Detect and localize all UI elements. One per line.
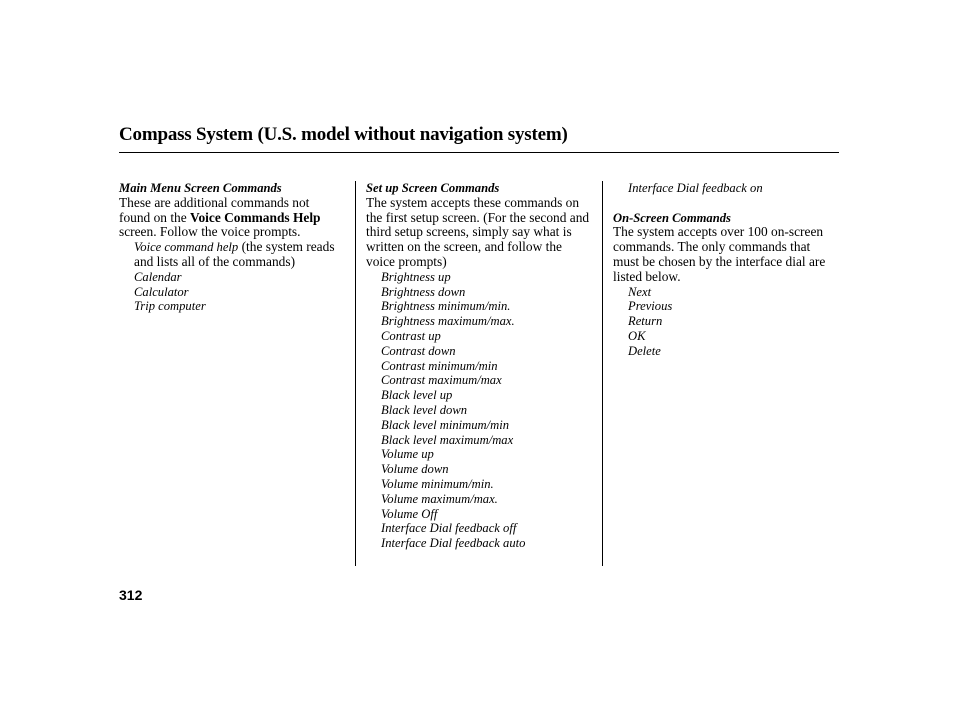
column-divider <box>355 181 356 566</box>
setup-heading: Set up Screen Commands <box>366 181 500 195</box>
list-item: Contrast up <box>381 328 441 343</box>
list-item: Volume maximum/max. <box>381 491 498 506</box>
main-menu-intro-pre: These are additional commands not found on the <box>119 194 310 225</box>
setup-list <box>366 270 594 551</box>
list-item: Contrast down <box>381 343 456 358</box>
list-item: Black level down <box>381 402 468 417</box>
on-screen-intro: The system accepts over 100 on-screen commands. The only commands that must be chosen by the interface dial are listed below. <box>613 224 826 284</box>
list-item: Return <box>628 314 663 329</box>
list-item: Brightness up <box>381 269 451 284</box>
list-item: Interface Dial feedback off <box>381 521 517 536</box>
list-item: Contrast minimum/min <box>381 358 498 373</box>
list-item: Next <box>628 284 652 299</box>
page-number: 312 <box>119 587 143 603</box>
list-item: Delete <box>628 343 661 358</box>
main-menu-intro-post: screen. Follow the voice prompts. <box>119 224 301 240</box>
list-item: Black level maximum/max <box>381 432 514 447</box>
list-item: Volume Off <box>381 506 438 521</box>
column-on-screen-commands <box>613 181 835 359</box>
list-item: Previous <box>628 299 673 314</box>
list-item: Contrast maximum/max <box>381 373 502 388</box>
on-screen-heading: On-Screen Commands <box>613 210 731 225</box>
list-item: OK <box>628 328 646 343</box>
list-item <box>134 240 341 270</box>
list-item: Interface Dial feedback auto <box>381 536 526 551</box>
voice-commands-help-ref: Voice Commands Help <box>190 209 321 225</box>
list-item: Calendar <box>134 269 182 284</box>
setup-intro: The system accepts these commands on the first setup screen. (For the second and third setup screens, simply say what is written on the screen, and follow the voice prompts) <box>366 194 590 269</box>
list-item: Black level minimum/min <box>381 417 509 432</box>
list-item: Brightness maximum/max. <box>381 314 515 329</box>
column-divider <box>602 181 603 566</box>
list-item: Brightness minimum/min. <box>381 299 511 314</box>
main-menu-list <box>119 240 341 314</box>
list-item: Brightness down <box>381 284 466 299</box>
voice-command-help-desc: (the system reads and lists all of the commands) <box>134 239 335 269</box>
page-title: Compass System (U.S. model without navigation system) <box>119 124 568 145</box>
list-item: Calculator <box>134 284 189 299</box>
setup-list-continued <box>613 181 835 196</box>
on-screen-list <box>613 285 835 359</box>
list-item: Volume down <box>381 462 449 477</box>
column-setup-commands <box>366 181 594 551</box>
list-item: Interface Dial feedback on <box>628 181 763 195</box>
list-item: Trip computer <box>134 299 206 314</box>
list-item: Volume up <box>381 447 434 462</box>
main-menu-heading: Main Menu Screen Commands <box>119 181 282 195</box>
title-rule <box>119 152 839 153</box>
column-main-menu-commands <box>119 181 341 314</box>
list-item: Volume minimum/min. <box>381 476 494 491</box>
list-item: Black level up <box>381 388 453 403</box>
main-menu-intro <box>119 196 341 240</box>
voice-command-help-cmd: Voice command help <box>134 240 239 255</box>
